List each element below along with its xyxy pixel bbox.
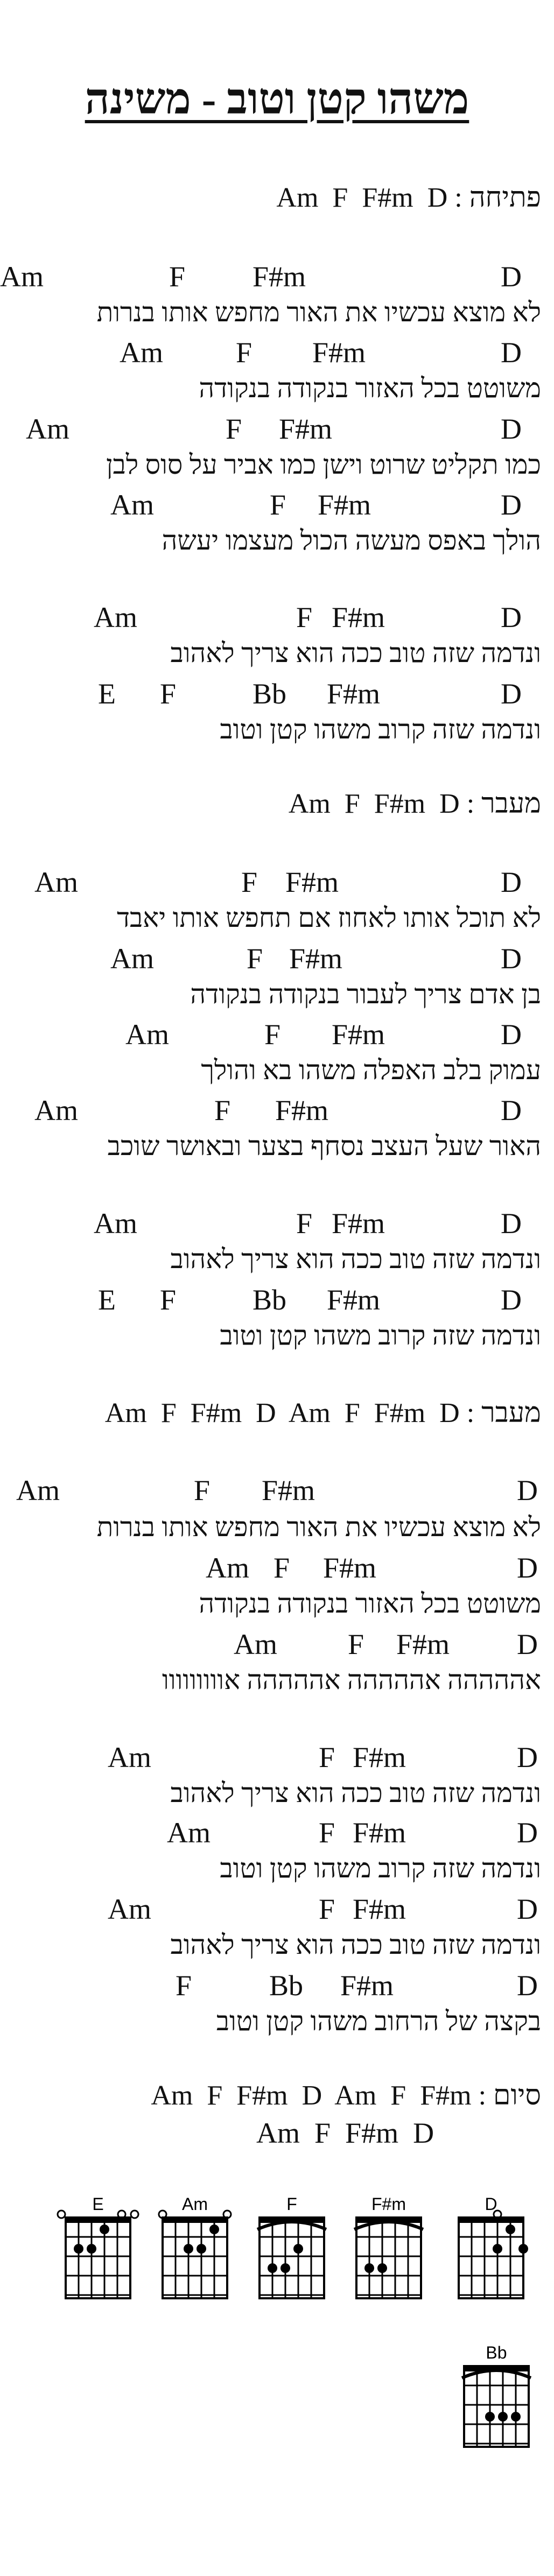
- chord-f: F: [319, 1893, 335, 1925]
- chord-f: F: [214, 1094, 231, 1127]
- chord-e: E: [98, 1284, 116, 1316]
- chord-f: F: [264, 1018, 281, 1051]
- chord-e: E: [98, 678, 116, 710]
- chord-am: Am: [206, 1552, 249, 1584]
- intro-chords: Am F F#m D: [276, 182, 448, 213]
- chord-f: F: [160, 1284, 177, 1316]
- chord-f: F: [274, 1552, 290, 1584]
- lyric-line: ונדמה שזה קרוב משהו קטן וטוב: [220, 714, 541, 744]
- chord-f: F: [296, 1207, 313, 1240]
- chord-d: D: [517, 1474, 538, 1507]
- chord-d: D: [517, 1817, 538, 1849]
- chord-d: D: [517, 1969, 538, 2002]
- bridge2-label: מעבר :: [466, 1398, 541, 1428]
- chord-d: D: [501, 336, 522, 369]
- chord-diagrams: [0, 2188, 554, 2576]
- chord-f: F: [319, 1741, 335, 1773]
- chord-fsm: F#m: [332, 1018, 385, 1051]
- outro-chords: Am F F#m D Am F F#m: [151, 2080, 472, 2111]
- lyric-line: לא מוצא עכשיו את האור מחפש אותו בנרות: [96, 297, 541, 327]
- lyric-line: כמו תקליט שרוט וישן כמו אביר על סוס לבן: [106, 449, 541, 480]
- chord-fsm: F#m: [340, 1969, 394, 2002]
- chord-am: Am: [94, 601, 137, 634]
- chord-bb: Bb: [269, 1969, 304, 2002]
- chord-d: D: [501, 489, 522, 521]
- chord-d: D: [517, 1552, 538, 1584]
- chord-diagram-label: F: [286, 2194, 297, 2214]
- chord-f: F: [160, 678, 177, 710]
- lyric-line: משוטט בכל האזור בנקודה בנקודה: [199, 373, 541, 403]
- chord-f: F: [194, 1474, 211, 1507]
- chord-am: Am: [234, 1628, 277, 1660]
- chord-d: D: [501, 1018, 522, 1051]
- chord-am: Am: [120, 336, 163, 369]
- lyric-line: ונדמה שזה טוב ככה הוא צריך לאהוב: [170, 1778, 541, 1808]
- lyric-line: ונדמה שזה טוב ככה הוא צריך לאהוב: [170, 638, 541, 668]
- chord-f: F: [270, 489, 286, 521]
- chord-diagram-am: [159, 2194, 231, 2298]
- lyric-line: עמוק בלב האפלה משהו בא והולך: [201, 1055, 541, 1085]
- chord-am: Am: [108, 1893, 151, 1925]
- chord-f: F: [319, 1817, 335, 1849]
- chord-fsm: F#m: [289, 942, 343, 975]
- lyric-line: האור שעל העצב נסחף בצער ובאושר שוכב: [107, 1131, 541, 1161]
- chord-am: Am: [16, 1474, 60, 1507]
- chord-d: D: [501, 413, 522, 445]
- chord-f: F: [296, 601, 313, 634]
- chord-diagram-label: Am: [182, 2194, 208, 2214]
- chord-fsm: F#m: [253, 261, 306, 293]
- chord-diagram-bb: [462, 2343, 531, 2447]
- bridge2-line: [105, 1399, 541, 1427]
- chord-d: D: [517, 1893, 538, 1925]
- chord-f: F: [226, 413, 242, 445]
- chord-diagram-label: E: [92, 2194, 104, 2214]
- chord-diagram-label: D: [485, 2194, 497, 2214]
- chord-d: D: [501, 942, 522, 975]
- outro-label: סיום :: [478, 2080, 541, 2111]
- chord-am: Am: [110, 489, 154, 521]
- lyric-line: לא מוצא עכשיו את האור מחפש אותו בנרות: [96, 1512, 541, 1542]
- chord-fsm: F#m: [353, 1741, 406, 1773]
- bridge2-chords: Am F F#m D Am F F#m D: [104, 1398, 460, 1428]
- bridge1-chords: Am F F#m D: [288, 789, 460, 819]
- chord-am: Am: [0, 261, 44, 293]
- chord-am: Am: [26, 413, 69, 445]
- lyric-line: ונדמה שזה קרוב משהו קטן וטוב: [220, 1853, 541, 1883]
- bridge1-label: מעבר :: [466, 789, 541, 819]
- chord-am: Am: [94, 1207, 137, 1240]
- chord-am: Am: [167, 1817, 211, 1849]
- chord-fsm: F#m: [323, 1552, 377, 1584]
- chord-diagram-d: [459, 2194, 528, 2298]
- chord-d: D: [517, 1628, 538, 1660]
- intro-label: פתיחה :: [454, 182, 541, 213]
- chord-fsm: F#m: [353, 1817, 406, 1849]
- chord-f: F: [247, 942, 263, 975]
- chord-f: F: [241, 866, 258, 898]
- chord-am: Am: [125, 1018, 169, 1051]
- chord-am: Am: [34, 1094, 78, 1127]
- chord-fsm: F#m: [312, 336, 366, 369]
- chord-fsm: F#m: [332, 601, 385, 634]
- chord-bb: Bb: [253, 1284, 287, 1316]
- song-title: משהו קטן וטוב - משינה: [85, 76, 469, 123]
- chord-diagram-e: [58, 2194, 138, 2298]
- chord-d: D: [501, 1094, 522, 1127]
- chord-am: Am: [34, 866, 78, 898]
- chord-diagram-label: Bb: [486, 2343, 507, 2362]
- outro-chords-2: Am F F#m D: [256, 2117, 434, 2149]
- chord-fsm: F#m: [396, 1628, 450, 1660]
- chord-fsm: F#m: [285, 866, 339, 898]
- intro-line: [276, 184, 541, 212]
- chord-fsm: F#m: [279, 413, 333, 445]
- lyric-line: אההההה אההההה אההההה אווווווווו: [162, 1665, 541, 1695]
- chord-f: F: [176, 1969, 192, 2002]
- chord-f: F: [236, 336, 253, 369]
- lyric-line: לא תוכל אותו לאחוז אם תחפש אותו יאבד: [116, 903, 541, 933]
- outro-line: [151, 2082, 541, 2110]
- lyric-line: הולך באפס מעשה הכול מעצמו יעשה: [162, 525, 541, 555]
- chord-fsm: F#m: [262, 1474, 315, 1507]
- chord-fsm: F#m: [353, 1893, 406, 1925]
- chord-bb: Bb: [253, 678, 287, 710]
- chord-d: D: [501, 678, 522, 710]
- chord-diagram-fsm: [354, 2194, 423, 2298]
- chord-d: D: [501, 261, 522, 293]
- chord-diagram-label: F#m: [371, 2194, 406, 2214]
- chord-am: Am: [108, 1741, 151, 1773]
- lyric-line: ונדמה שזה טוב ככה הוא צריך לאהוב: [170, 1244, 541, 1274]
- lyric-line: ונדמה שזה קרוב משהו קטן וטוב: [220, 1320, 541, 1350]
- chord-am: Am: [110, 942, 154, 975]
- chord-fsm: F#m: [275, 1094, 329, 1127]
- chord-d: D: [501, 1284, 522, 1316]
- chord-d: D: [501, 1207, 522, 1240]
- chord-d: D: [501, 601, 522, 634]
- chord-fsm: F#m: [318, 489, 371, 521]
- chord-f: F: [348, 1628, 364, 1660]
- chord-d: D: [517, 1741, 538, 1773]
- lyric-line: משוטט בכל האזור בנקודה בנקודה: [199, 1588, 541, 1618]
- chord-d: D: [501, 866, 522, 898]
- lyric-line: בן אדם צריך לעבור בנקודה בנקודה: [190, 979, 541, 1009]
- chord-f: F: [169, 261, 186, 293]
- bridge1-line: [289, 790, 541, 818]
- lyric-line: ונדמה שזה טוב ככה הוא צריך לאהוב: [170, 1930, 541, 1960]
- lyric-line: בקצה של הרחוב משהו קטן וטוב: [216, 2006, 541, 2036]
- chord-fsm: F#m: [327, 678, 381, 710]
- chord-fsm: F#m: [327, 1284, 381, 1316]
- chord-diagram-f: [257, 2194, 326, 2298]
- chord-fsm: F#m: [332, 1207, 385, 1240]
